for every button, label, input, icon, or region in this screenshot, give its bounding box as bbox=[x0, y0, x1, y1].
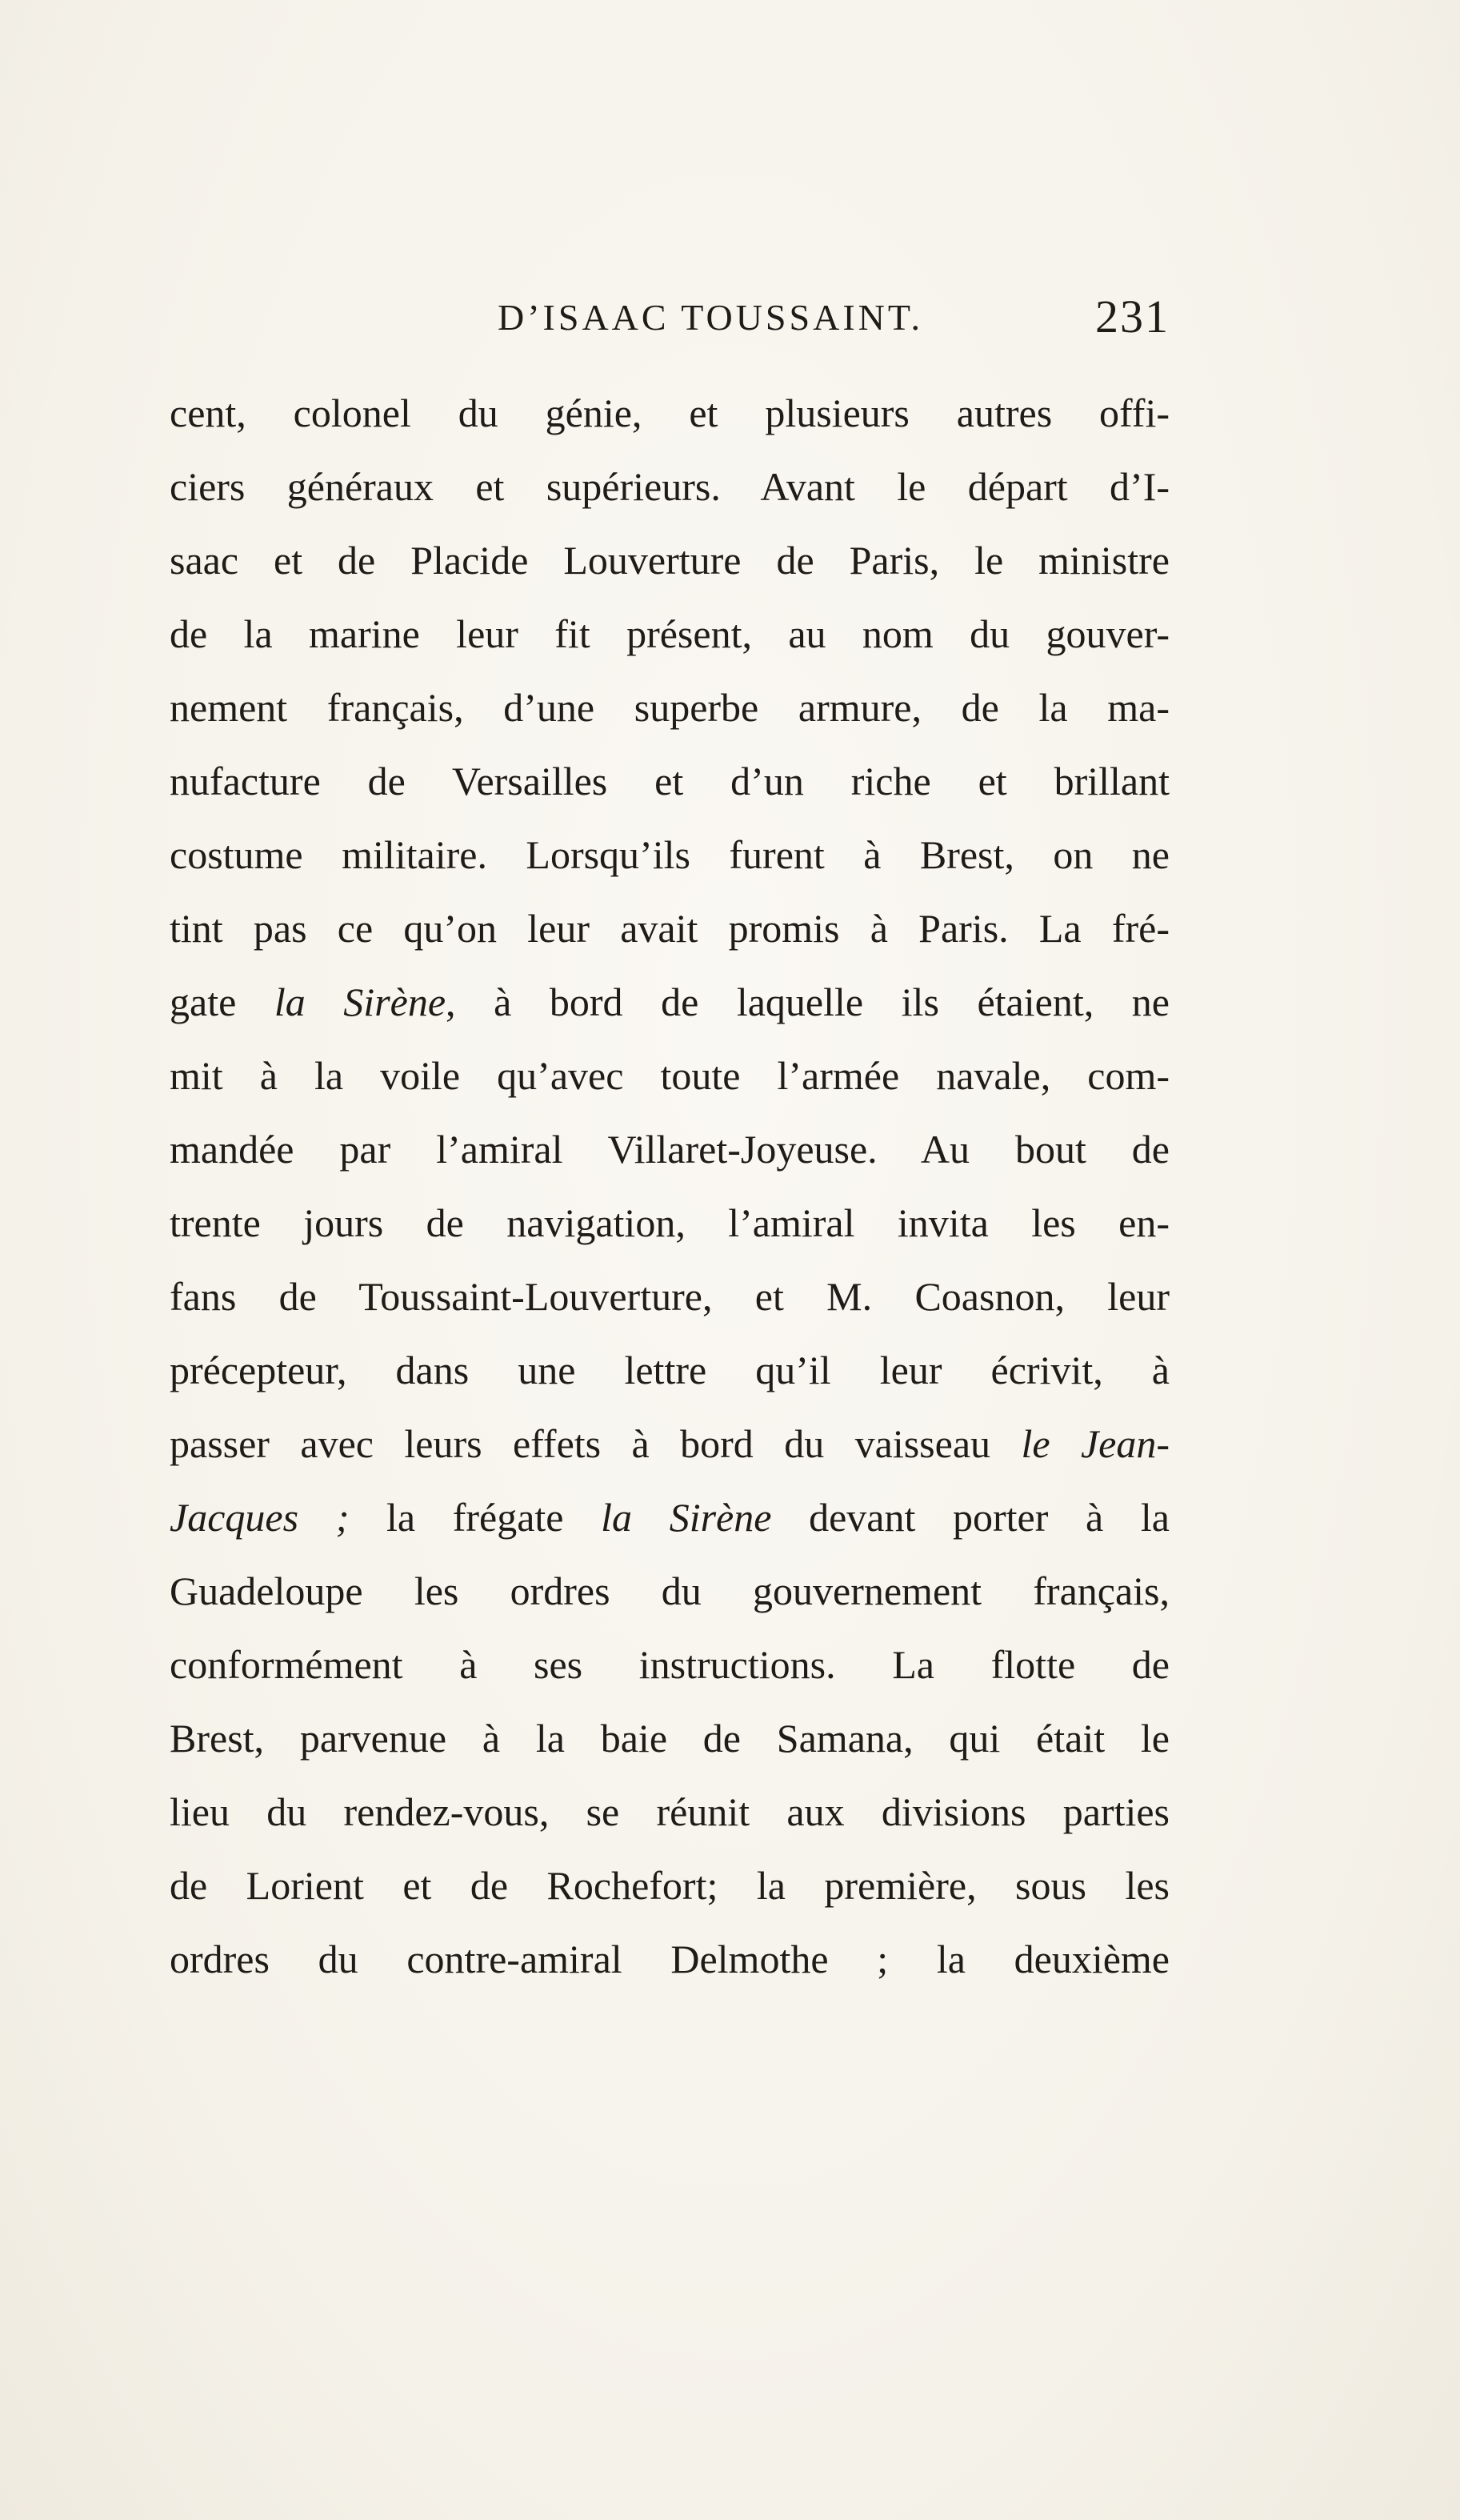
text-segment: passer avec leurs effets à bord du vaisseau bbox=[170, 1421, 1022, 1466]
italic-title: Jacques ; bbox=[170, 1495, 350, 1540]
italic-title: la Sirène bbox=[601, 1495, 772, 1540]
text-segment: la frégate bbox=[349, 1495, 602, 1540]
text-line-11: mandée par l’amiral Villaret-Joyeuse. Au bout de bbox=[170, 1127, 1170, 1172]
text-line-13: fans de Toussaint-Louverture, et M. Coasnon, leur bbox=[170, 1274, 1170, 1319]
running-head bbox=[170, 290, 1170, 352]
text-segment: , à bord de laquelle ils étaient, ne bbox=[446, 980, 1170, 1024]
text-line-9 bbox=[170, 965, 1170, 1039]
text-line-17: Guadeloupe les ordres du gouvernement français, bbox=[170, 1568, 1170, 1613]
text-line-14: précepteur, dans une lettre qu’il leur écrivit, à bbox=[170, 1348, 1170, 1392]
text-line-20: lieu du rendez-vous, se réunit aux divisions parties bbox=[170, 1789, 1170, 1834]
text-line-19: Brest, parvenue à la baie de Samana, qui était le bbox=[170, 1716, 1170, 1761]
text-line-1: cent, colonel du génie, et plusieurs autres offi- bbox=[170, 391, 1170, 435]
text-line-16 bbox=[170, 1480, 1170, 1554]
page-number: 231 bbox=[1095, 290, 1170, 343]
text-line-12: trente jours de navigation, l’amiral invita les en- bbox=[170, 1200, 1170, 1245]
text-line-3: saac et de Placide Louverture de Paris, le ministre bbox=[170, 538, 1170, 583]
text-line-4: de la marine leur fit présent, au nom du gouver- bbox=[170, 611, 1170, 656]
body-text bbox=[170, 376, 1170, 1996]
text-line-21: de Lorient et de Rochefort; la première, sous les bbox=[170, 1863, 1170, 1908]
italic-title: la Sirène bbox=[274, 980, 446, 1024]
italic-title: le Jean- bbox=[1021, 1421, 1170, 1466]
text-line-22: ordres du contre-amiral Delmothe ; la deuxième bbox=[170, 1937, 1170, 1981]
text-line-10: mit à la voile qu’avec toute l’armée navale, com- bbox=[170, 1053, 1170, 1098]
text-line-8: tint pas ce qu’on leur avait promis à Paris. La fré- bbox=[170, 906, 1170, 951]
text-segment: devant porter à la bbox=[771, 1495, 1170, 1540]
text-line-18: conformément à ses instructions. La flotte de bbox=[170, 1642, 1170, 1687]
text-line-15 bbox=[170, 1407, 1170, 1480]
text-segment: gate bbox=[170, 980, 274, 1024]
text-line-2: ciers généraux et supérieurs. Avant le départ d’I- bbox=[170, 464, 1170, 509]
text-line-6: nufacture de Versailles et d’un riche et brillant bbox=[170, 759, 1170, 803]
running-title: D’ISAAC TOUSSAINT. bbox=[498, 297, 924, 338]
text-line-7: costume militaire. Lorsqu’ils furent à Brest, on ne bbox=[170, 832, 1170, 877]
text-line-5: nement français, d’une superbe armure, de la ma- bbox=[170, 685, 1170, 730]
